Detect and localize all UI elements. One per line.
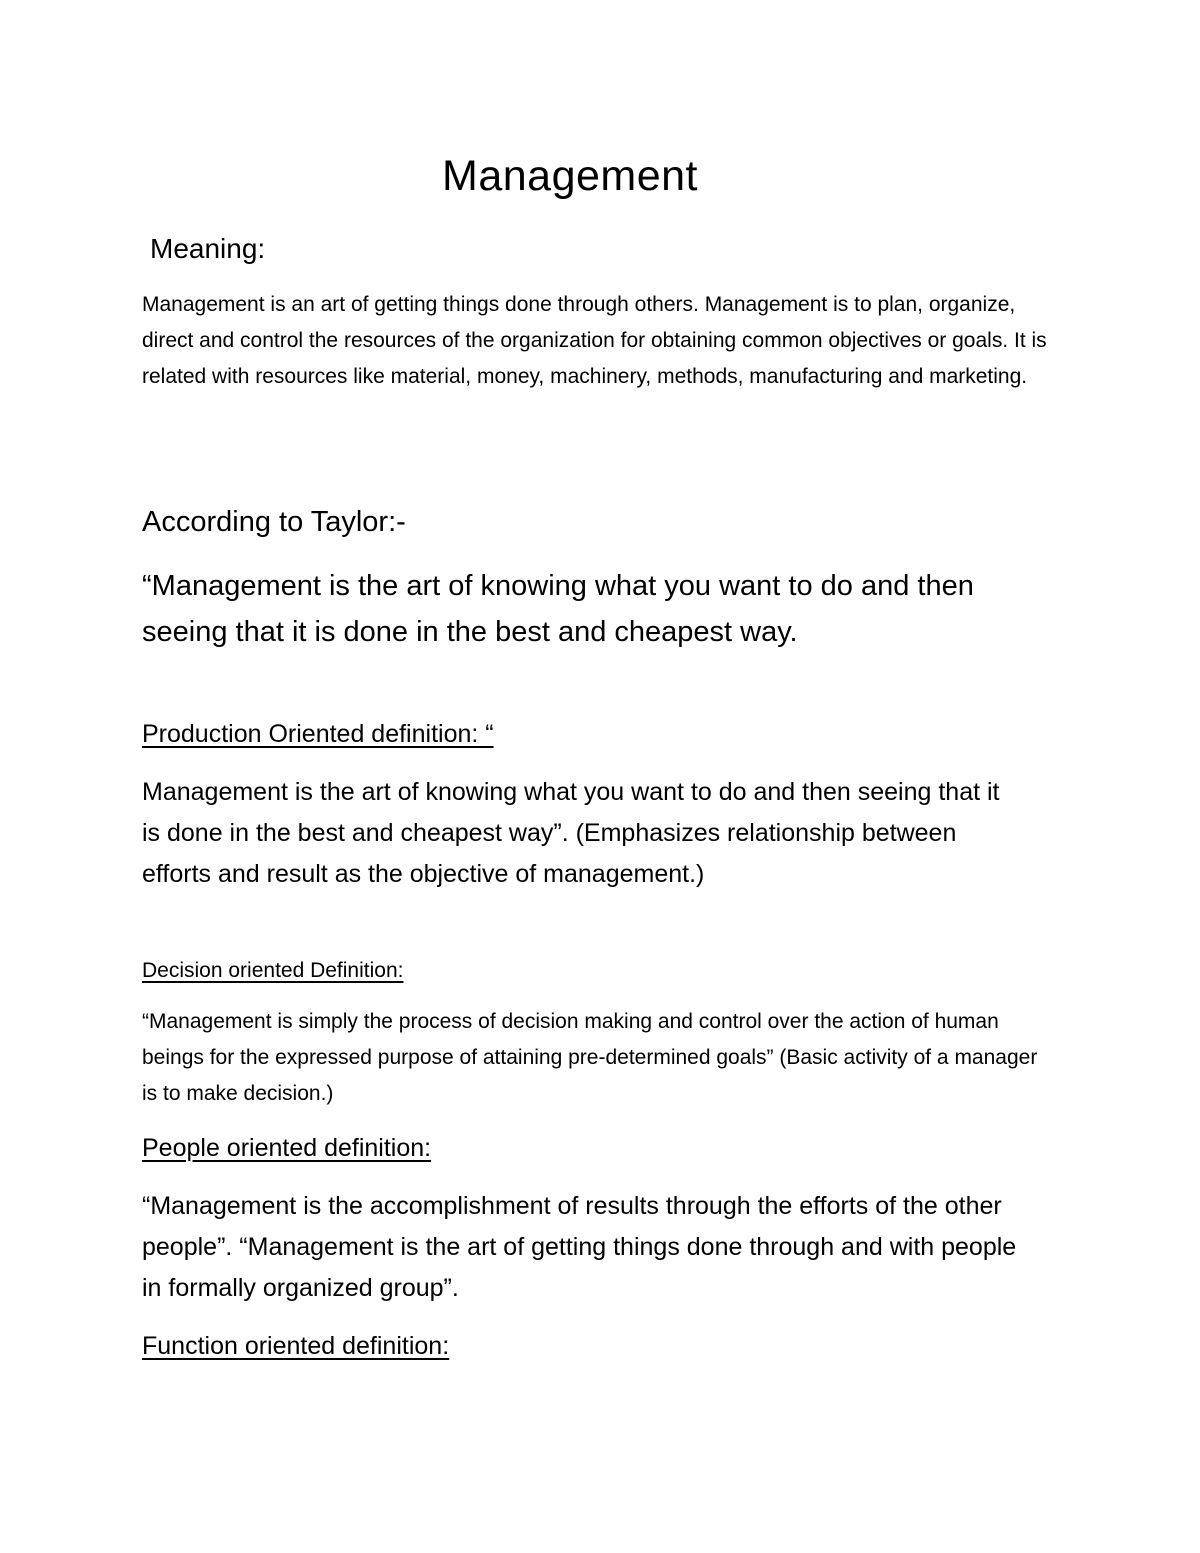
- people-oriented-paragraph: “Management is the accomplishment of results through the efforts of the other people”. “Management is the art of getting things done through and with people in formally organized group”.: [142, 1192, 1017, 1302]
- meaning-heading: Meaning:: [150, 233, 266, 264]
- production-oriented-heading: Production Oriented definition: “: [142, 720, 494, 748]
- decision-oriented-paragraph: “Management is simply the process of decision making and control over the action of human beings for the expressed purpose of attaining pre-determined goals” (Basic activity of a manager is to make decision.): [142, 1010, 1038, 1105]
- taylor-heading: According to Taylor:-: [142, 506, 406, 538]
- decision-oriented-heading: Decision oriented Definition:: [142, 959, 404, 982]
- meaning-paragraph: Management is an art of getting things done through others. Management is to plan, organize, direct and control the resources of the organization for obtaining common objectives or goals. It is related with resources like material, money, machinery, methods, manufacturing and marketing.: [142, 293, 1047, 388]
- function-oriented-heading: Function oriented definition:: [142, 1332, 450, 1360]
- taylor-quote: “Management is the art of knowing what you want to do and then seeing that it is done in the best and cheapest way.: [142, 570, 974, 648]
- production-oriented-paragraph: Management is the art of knowing what you want to do and then seeing that it is done in the best and cheapest way”. (Emphasizes relationship between efforts and result as the objective of management.): [142, 778, 1000, 888]
- page-title: Management: [442, 152, 698, 200]
- people-oriented-heading: People oriented definition:: [142, 1134, 432, 1162]
